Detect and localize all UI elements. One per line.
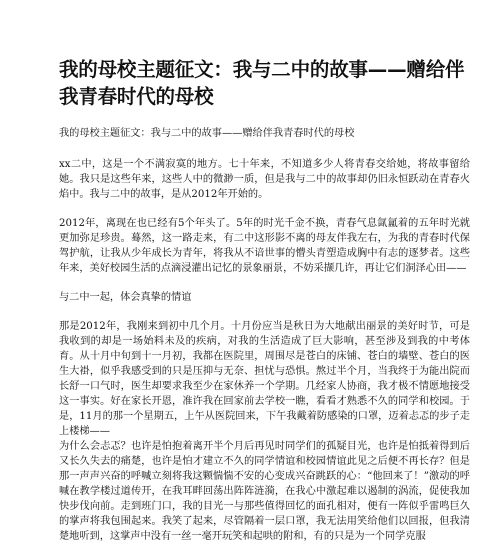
section-heading: 与二中一起，体会真挚的情谊 [59, 292, 192, 303]
article-subtitle: 我的母校主题征文：我与二中的故事——赠给伴我青春时代的母校 [59, 128, 355, 139]
article-title: 我的母校主题征文：我与二中的故事——赠给伴我青春时代的母校 [59, 58, 465, 108]
paragraph-2012: 2012年，离现在也已经有5个年头了。5年的时光千金不换，青春气息氤氲着的五年时光就更加弥足珍贵。蓦然，这一路走来，有二中这形影不离的母友伴我左右，为我的青春时代保驾护航，让我从少年成长为青年，将我从不谙世事的懵头青塑造成胸中有志的逐梦者。这些年来，美好校园生活的点滴浸灌出记忆的景象丽景，不妨采撷几许，再让它们洞泽心田—— [59, 218, 470, 274]
paragraph-intro: xx二中，这是一个不满寂寞的地方。七十年来，不知道多少人将青春交给她，将故事留给她。我只是这些年来，这些人中的微渺一质，但是我与二中的故事却仍旧永恒跃动在青春火焰中。我与二中的故事，是从2012年开始的。 [59, 159, 470, 200]
paragraph-illness: 那是2012年，我刚来到初中几个月。十月份应当是秋日为大地献出丽景的美好时节，可是我收到的却是一场始料未及的疾病，对我的生活造成了巨大影响，甚至涉及到我的中考体育。从十月中旬到十一月初，我都在医院里，周围尽是苍白的床铺、苍白的墙壁、苍白的医生大褂，似乎我感受到的只是压抑与无奈、担忧与恐惧。熬过半个月，当我终于为能出院而长舒一口气时，医生却要求我至少在家休养一个学期。几经家人协商，我才极不情愿地接受这一事实。好在家长开恩，准许我在回家前去学校一瞧，看看才熟悉不久的同学和校园。于是，11月的那一个星期五，上午从医院回来，下午我戴着防感染的口罩，迈着忐忑的步子走上楼梯—— [59, 321, 470, 437]
paragraph-return: 为什么会忐忑？也许是怕抱着离开半个月后再见时同学们的孤疑目光，也许是怕抵着得到后又长久失去的痛楚，也许是怕才建立不久的同学情谊和校园情谊此见之后便不再长存？但是那一声声兴奋的呼喊立刻将我这颗惴惴不安的心变成兴奋跳跃的心：“他回来了！”激动的呼喊在教学楼过道传开，在我耳畔回荡出阵阵涟漪，在我心中激起难以遏制的涡流，促使我加快步伐向前。走到班门口，我的目光一与那些值得回忆的面孔相对，便有一阵似乎雷鸣巨久的掌声将我包围起来。我笑了起来，尽管隔着一层口罩，我无法用笑给他们以回报，但我清楚地听到，这掌声中没有一丝一毫开玩笑和起哄的附和，有的只是为一个同学克服 [59, 441, 470, 542]
